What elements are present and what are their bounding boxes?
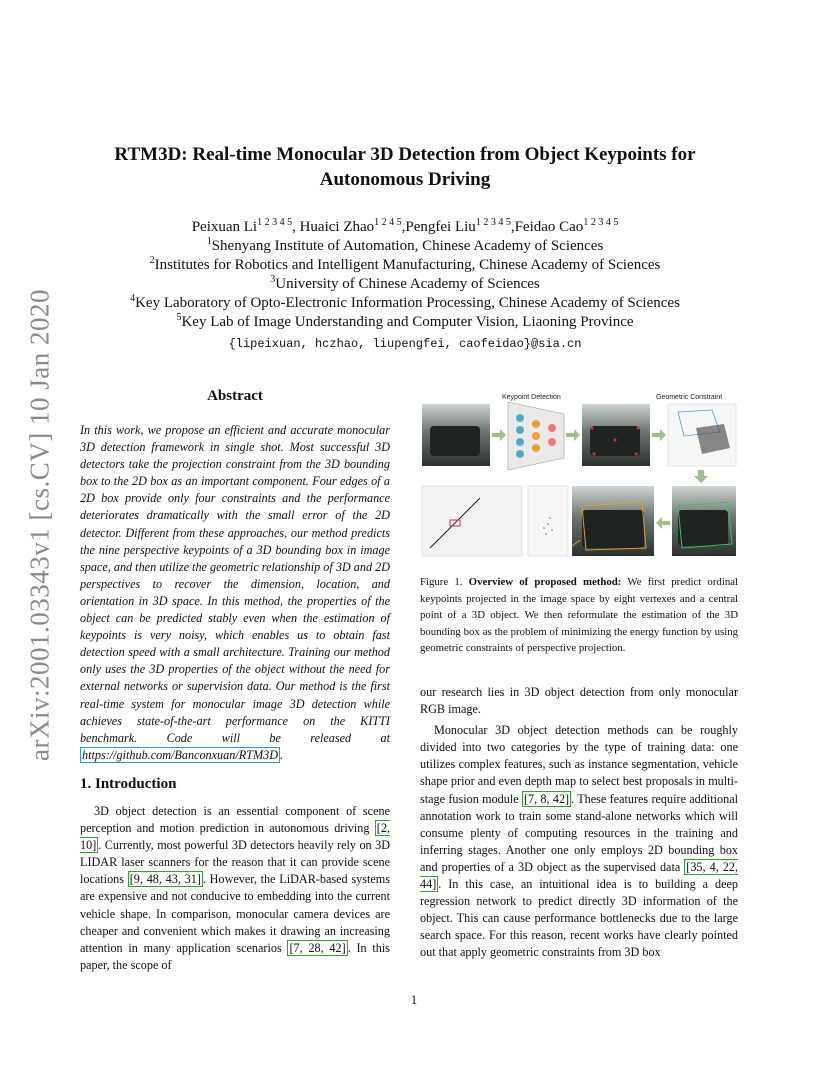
citation-link[interactable]: [35, 4, 22, 44] [420, 859, 738, 892]
figure-label-geometric: Geometric Constraint [656, 394, 723, 401]
abstract-body: In this work, we propose an efficient and accurate monocular 3D detection framework in single shot. Most successful 3D detectors take the projection constraint from the 3D bounding box to the 2D box as an important component. Four edges of a 2D box provide only four constraints and the performance deteriorates dramatically with the small error of the 2D detector. Different from these approaches, our method predicts the nine perspective keypoints of a 3D bounding box in image space, and then utilize the geometric relationship of 3D and 2D perspectives to recover the dimension, location, and orientation in 3D space. In this method, the properties of the object can be predicted stably even when the estimation of keypoints is very noisy, which enables us to obtain fast detection speed with a small architecture. Training our method only uses the 3D properties of the object without the need for external networks or supervision data. Our method is the first real-time system for monocular image 3D detection while achieves state-of-the-art performance on the KITTI benchmark. Code will be released at https://github.com/Banconxuan/RTM3D . [80, 423, 390, 762]
author-affil-sup: 1 2 3 4 5 [257, 217, 293, 228]
arrow-icon [652, 429, 666, 441]
arrow-icon [694, 470, 708, 483]
bird-eye-view [422, 486, 522, 556]
author-affil-sup: 1 2 4 5 [374, 217, 402, 228]
abstract-heading: Abstract [207, 388, 263, 404]
figure-label-keypoint: Keypoint Detection [502, 394, 561, 401]
citation-link[interactable]: [7, 8, 42] [523, 791, 570, 806]
citation-link[interactable]: [9, 48, 43, 31] [129, 872, 201, 887]
figure-1 [420, 388, 738, 560]
author-affil-sup: 1 2 3 4 5 [583, 217, 619, 228]
author-email: {lipeixuan, hczhao, liupengfei, caofeidao}@sia.cn [228, 337, 582, 351]
figure-1-caption: Figure 1. Overview of proposed method: We first predict ordinal keypoints projected in the image space by eight vertexes and a central point of a 3D object. We then reformulate the estimation of the 3D bounding box as the problem of minimizing the energy function by using geometric constraints of perspective projection. [420, 576, 739, 655]
arrow-icon [492, 429, 506, 441]
section-heading-introduction: 1. Introduction [80, 776, 177, 792]
paper-title: RTM3D: Real-time Monocular 3D Detection from Object Keypoints for Autonomous Driving [114, 144, 696, 190]
right-column-text [420, 684, 738, 962]
code-link[interactable]: https://github.com/Banconxuan/RTM3D [82, 747, 278, 762]
author-name: Pengfei Liu [405, 219, 476, 235]
citation-link[interactable]: [7, 28, 42] [289, 940, 346, 955]
affiliation: $^2$Institutes for Robotics and Intelligent Manufacturing, Chinese Academy of Sciences [149, 255, 661, 273]
arxiv-identifier: arXiv:2001.03343v1 [cs.CV] 10 Jan 2020 [24, 289, 55, 761]
author-name: Peixuan Li [191, 219, 258, 235]
author-name: Feidao Cao [514, 219, 584, 235]
affiliation: $^4$Key Laboratory of Opto-Electronic Information Processing, Chinese Academy of Sciences [130, 293, 680, 311]
author-block [90, 218, 720, 354]
car-shape [430, 426, 480, 456]
author-name: Huaici Zhao [299, 219, 375, 235]
arrow-icon [566, 429, 580, 441]
affiliation: $^1$Shenyang Institute of Automation, Chinese Academy of Sciences [206, 236, 604, 254]
paragraph: Monocular 3D object detection methods can be roughly divided into two categories by the type of training data: one utilizes complex features, such as instance segmentation, vehicle shape prior and even depth map to select best proposals in multi-stage fusion module [7, 8, 42] . These features require additional annotation work to train some stand-alone networks which will consume plenty of computing resources in the training and inferring stages. Another one only employs 2D bounding box and properties of a 3D object as the supervised data [35, 4, 22, 44] . In this case, an intuitional idea is to building a deep regression network to predict directly 3D information of the object. This can cause performance bottlenecks due to the large search space. For this reason, recent works have clearly pointed out that apply geometric constraints from 3D box [420, 723, 738, 960]
affiliation: $^5$Key Lab of Image Understanding and Computer Vision, Liaoning Province [176, 312, 634, 330]
citation-link[interactable]: [2, 10] [80, 821, 390, 853]
arrow-icon [656, 517, 670, 529]
page-number: 1 [410, 992, 418, 1007]
author-affil-sup: 1 2 3 4 5 [475, 217, 511, 228]
point-cloud-view [528, 486, 568, 556]
author-names: Peixuan $Li^{1 2 3 4 5}$, Huaici Zhao$^{1 2 4 5}$,Pengfei Liu$^{1 2 3 4 5}$,Feidao Cao$^{1 2 3 4 5}$ [191, 217, 619, 235]
affiliation: $^3$University of Chinese Academy of Sciences [270, 274, 540, 292]
paragraph: our research lies in 3D object detection from only monocular RGB image. [420, 685, 738, 717]
figure-1-graphic [420, 388, 738, 560]
introduction-paragraph: 3D object detection is an essential component of scene perception and motion prediction in autonomous driving [2, 10] . Currently, most powerful 3D detectors heavily rely on 3D LIDAR laser scanners for the reason that it can provide scene locations [9, 48, 43, 31] . However, the LiDAR-based systems are expensive and not conducive to embedding into the current vehicle shape. In comparison, monocular camera devices are cheaper and convenient which makes it drawing an increasing attention in many application scenarios [7, 28, 42] . In this paper, the scope of [80, 804, 391, 972]
